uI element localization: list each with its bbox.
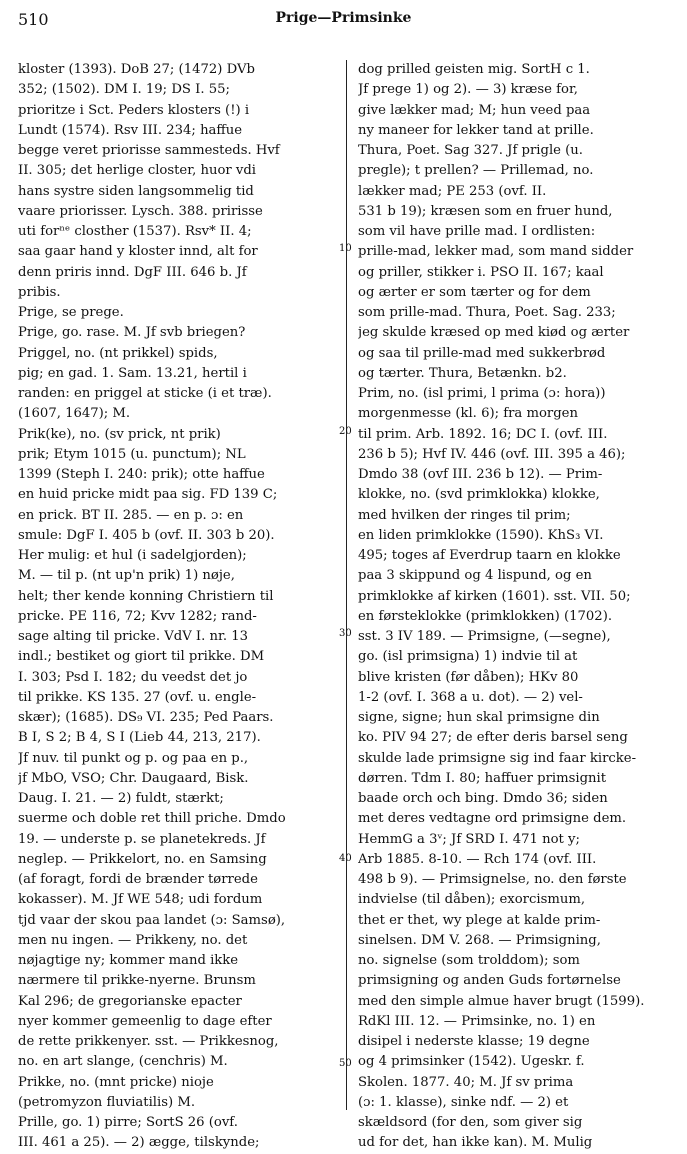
line-number: 40	[339, 853, 352, 864]
text-line: suerme och doble ret thill priche. Dmdo	[18, 811, 286, 827]
text-line: sst. 3 IV 189. — Primsigne, (—segne),	[358, 629, 611, 644]
text-line: nyer kommer gemeenlig to dage efter	[18, 1013, 272, 1029]
text-line: begge veret priorisse sammesteds. Hvf	[18, 143, 280, 158]
text-line: Jf prege 1) og 2). — 3) kræse for,	[358, 82, 578, 98]
text-line: HemmG a 3ᵛ; Jf SRD I. 471 not y;	[358, 831, 580, 847]
text-line: Thura, Poet. Sag 327. Jf prigle (u.	[358, 143, 583, 158]
line-number: 30	[339, 628, 352, 639]
text-line: uti forⁿᵉ closther (1537). Rsv* II. 4;	[18, 224, 252, 239]
text-line: 236 b 5); Hvf IV. 446 (ovf. III. 395 a 46);	[358, 446, 626, 462]
text-line: 531 b 19); kræsen som en fruer hund,	[358, 203, 613, 219]
text-line: og ærter er som tærter og for dem	[358, 284, 591, 300]
text-line: jeg skulde kræsed op med kiød og ærter	[358, 325, 630, 341]
text-line: som vil have prille mad. I ordlisten:	[358, 224, 596, 239]
page-number: 510	[18, 10, 49, 29]
text-line: primklokke af kirken (1601). sst. VII. 50;	[358, 588, 631, 604]
text-line: signe, signe; hun skal primsigne din	[358, 710, 600, 725]
text-line: pricke. PE 116, 72; Kvv 1282; rand-	[18, 608, 257, 624]
text-line: dog prilled geisten mig. SortH c 1.	[358, 62, 590, 77]
text-line: 352; (1502). DM I. 19; DS I. 55;	[18, 82, 230, 98]
text-line: 19. — underste p. se planetekreds. Jf	[18, 831, 266, 847]
text-line: kloster (1393). DoB 27; (1472) DVb	[18, 62, 255, 77]
text-line: lækker mad; PE 253 (ovf. II.	[358, 183, 547, 199]
text-line: disipel i nederste klasse; 19 degne	[358, 1034, 590, 1049]
text-line: (af foragt, fordi de brænder tørrede	[18, 872, 258, 887]
text-line: III. 461 a 25). — 2) ægge, tilskynde;	[18, 1135, 260, 1151]
text-line: og priller, stikker i. PSO II. 167; kaal	[358, 264, 604, 280]
text-line: nærmere til prikke-nyerne. Brunsm	[18, 973, 256, 989]
text-line: kokasser). M. Jf WE 548; udi fordum	[18, 892, 263, 908]
text-line: Prige, se prege.	[18, 305, 124, 320]
text-line: skulde lade primsigne sig ind faar kircke-	[358, 750, 637, 766]
text-line: Skolen. 1877. 40; M. Jf sv prima	[358, 1074, 574, 1090]
text-line: (petromyzon fluviatilis) M.	[18, 1094, 196, 1110]
text-line: (ɔ: 1. klasse), sinke ndf. — 2) et	[358, 1094, 569, 1110]
text-line: prille-mad, lekker mad, som mand sidder	[358, 244, 634, 260]
text-line: 1-2 (ovf. I. 368 a u. dot). — 2) vel-	[358, 689, 583, 705]
text-line: pig; en gad. 1. Sam. 13.21, hertil i	[18, 365, 247, 381]
text-line: prioritze i Sct. Peders klosters (!) i	[18, 102, 250, 118]
text-line: met deres vedtagne ord primsigne dem.	[358, 811, 627, 827]
text-line: saa gaar hand y kloster innd, alt for	[18, 244, 258, 260]
text-line: Lundt (1574). Rsv III. 234; haffue	[18, 122, 243, 138]
text-line: Prille, go. 1) pirre; SortS 26 (ovf.	[18, 1115, 238, 1130]
column-divider	[346, 60, 347, 1110]
text-line: Dmdo 38 (ovf III. 236 b 12). — Prim-	[358, 467, 603, 482]
text-line: en huid pricke midt paa sig. FD 139 C;	[18, 487, 278, 503]
text-line: og saa til prille-mad med sukkerbrød	[358, 345, 606, 361]
text-line: skær); (1685). DS₉ VI. 235; Ped Paars.	[18, 710, 274, 725]
text-line: hans systre siden langsommelig tid	[18, 183, 254, 199]
text-line: Prim, no. (isl primi, l prima (ɔ: hora))	[358, 386, 606, 401]
line-number: 20	[339, 426, 352, 437]
text-line: de rette prikkenyer. sst. — Prikkesnog,	[18, 1034, 279, 1049]
text-line: neglep. — Prikkelort, no. en Samsing	[18, 851, 267, 867]
text-line: skældsord (for den, som giver sig	[358, 1115, 583, 1130]
text-line: Arb 1885. 8-10. — Rch 174 (ovf. III.	[358, 851, 597, 867]
text-line: som prille-mad. Thura, Poet. Sag. 233;	[358, 305, 616, 320]
text-line: klokke, no. (svd primklokka) klokke,	[358, 487, 600, 503]
text-line: og tærter. Thura, Betænkn. b2.	[358, 365, 567, 381]
running-title: Prige—Primsinke	[275, 10, 412, 26]
text-line: morgenmesse (kl. 6); fra morgen	[358, 406, 578, 422]
text-line: Daug. I. 21. — 2) fuldt, stærkt;	[18, 791, 224, 806]
text-line: primsigning og anden Guds fortørnelse	[358, 973, 621, 989]
text-line: indvielse (til dåben); exorcismum,	[358, 892, 586, 908]
text-line: go. (isl primsigna) 1) indvie til at	[358, 649, 578, 665]
text-line: vaare priorisser. Lysch. 388. pririsse	[18, 203, 263, 219]
text-line: no. signelse (som trolddom); som	[358, 953, 580, 968]
text-line: pribis.	[18, 284, 61, 300]
text-line: 1399 (Steph I. 240: prik); otte haffue	[18, 467, 265, 482]
text-line: ko. PIV 94 27; de efter deris barsel seng	[358, 730, 628, 746]
text-line: I. 303; Psd I. 182; du veedst det jo	[18, 669, 248, 685]
text-line: denn priris innd. DgF III. 646 b. Jf	[18, 264, 247, 280]
text-line: B I, S 2; B 4, S I (Lieb 44, 213, 217).	[18, 730, 261, 746]
text-line: en førsteklokke (primklokken) (1702).	[358, 608, 613, 624]
text-line: sage alting til pricke. VdV I. nr. 13	[18, 629, 249, 644]
text-line: pregle); t prellen? — Prillemad, no.	[358, 163, 594, 179]
right-column	[358, 60, 676, 1154]
text-line: thet er thet, wy plege at kalde prim-	[358, 912, 601, 928]
text-line: M. — til p. (nt up'n prik) 1) nøje,	[18, 568, 235, 584]
text-line: Prikke, no. (mnt pricke) nioje	[18, 1074, 214, 1090]
page-header	[18, 10, 669, 36]
text-line: Kal 296; de gregorianske epacter	[18, 993, 242, 1009]
text-line: Prige, go. rase. M. Jf svb briegen?	[18, 325, 246, 341]
text-line: ud for det, han ikke kan). M. Mulig	[358, 1135, 593, 1151]
text-line: en liden primklokke (1590). KhS₃ VI.	[358, 527, 604, 543]
text-line: 495; toges af Everdrup taarn en klokke	[358, 548, 621, 563]
line-number: 10	[339, 243, 352, 254]
left-column	[18, 60, 342, 1154]
text-line: sinelsen. DM V. 268. — Primsigning,	[358, 932, 601, 948]
text-line: baade orch och bing. Dmdo 36; siden	[358, 791, 608, 806]
text-line: paa 3 skippund og 4 lispund, og en	[358, 568, 592, 584]
text-line: en prick. BT II. 285. — en p. ɔ: en	[18, 507, 244, 523]
text-line: med hvilken der ringes til prim;	[358, 507, 571, 523]
text-line: Her mulig: et hul (i sadelgjorden);	[18, 548, 247, 563]
text-line: smule: DgF I. 405 b (ovf. II. 303 b 20).	[18, 527, 275, 543]
text-line: II. 305; det herlige closter, huor vdi	[18, 163, 257, 179]
text-line: 498 b 9). — Primsignelse, no. den første	[358, 872, 627, 887]
text-line: Jf nuv. til punkt og p. og paa en p.,	[18, 750, 249, 766]
text-line: tjd vaar der skou paa landet (ɔ: Samsø),	[18, 912, 286, 928]
text-line: men nu ingen. — Prikkeny, no. det	[18, 932, 248, 948]
text-line: nøjagtige ny; kommer mand ikke	[18, 953, 239, 968]
text-line: til prikke. KS 135. 27 (ovf. u. engle-	[18, 689, 257, 705]
text-line: ny maneer for lekker tand at prille.	[358, 122, 594, 138]
text-line: indl.; bestiket og giort til prikke. DM	[18, 649, 265, 665]
text-line: prik; Etym 1015 (u. punctum); NL	[18, 446, 246, 462]
text-line: Prik(ke), no. (sv prick, nt prik)	[18, 426, 221, 442]
text-line: no. en art slange, (cenchris) M.	[18, 1054, 228, 1070]
text-line: og 4 primsinker (1542). Ugeskr. f.	[358, 1054, 585, 1070]
text-line: RdKl III. 12. — Primsinke, no. 1) en	[358, 1013, 596, 1029]
text-line: (1607, 1647); M.	[18, 406, 131, 422]
text-line: dørren. Tdm I. 80; haffuer primsignit	[358, 770, 607, 786]
text-line: blive kristen (før dåben); HKv 80	[358, 669, 579, 685]
text-line: randen: en priggel at sticke (i et træ).	[18, 386, 272, 401]
text-line: give lækker mad; M; hun veed paa	[358, 102, 591, 118]
text-line: med den simple almue haver brugt (1599).	[358, 993, 645, 1009]
text-line: Priggel, no. (nt prikkel) spids,	[18, 345, 218, 361]
text-line: helt; ther kende konning Christiern til	[18, 588, 274, 604]
text-line: jf MbO, VSO; Chr. Daugaard, Bisk.	[18, 770, 249, 786]
line-number: 50	[339, 1058, 352, 1069]
text-line: til prim. Arb. 1892. 16; DC I. (ovf. III.	[358, 426, 608, 442]
